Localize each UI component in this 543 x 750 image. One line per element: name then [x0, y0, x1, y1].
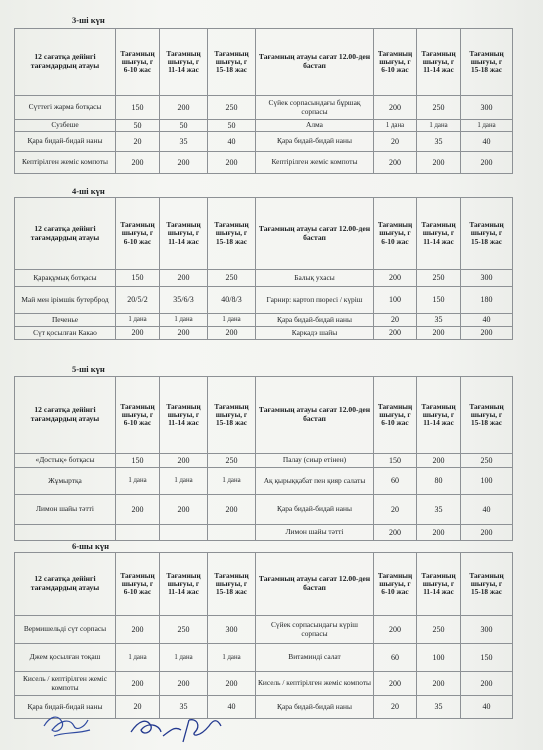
- age-label: 11-14 жас: [423, 236, 454, 246]
- age-label: 6-10 жас: [381, 418, 409, 428]
- portion-value: 50: [160, 120, 208, 132]
- header-yield: [417, 553, 461, 616]
- portion-value: 200: [461, 672, 513, 696]
- dish-name: Жұмыртқа: [15, 468, 116, 495]
- yield-label: Тағамның шығуы, г: [421, 220, 456, 238]
- dish-name: Витаминді салат: [256, 644, 374, 672]
- portion-value: 50: [208, 120, 256, 132]
- dish-name: Қара бидай-бидай наны: [256, 314, 374, 327]
- table-row: [15, 270, 513, 287]
- portion-value: 20: [374, 495, 417, 525]
- day-title: 5-ші күн: [72, 364, 105, 374]
- header-yield: [461, 553, 513, 616]
- portion-value: 250: [208, 270, 256, 287]
- yield-label: Тағамның шығуы, г: [214, 48, 249, 66]
- portion-value: 200: [417, 672, 461, 696]
- dish-name: Вермишельді сүт сорпасы: [15, 616, 116, 644]
- portion-value: 200: [374, 672, 417, 696]
- portion-value: 40: [208, 132, 256, 152]
- yield-label: Тағамның шығуы, г: [469, 570, 504, 588]
- age-label: 6-10 жас: [123, 236, 152, 246]
- header-yield: [160, 29, 208, 96]
- dish-name: Сүйек сорпасындағы бұршақ сорпасы: [256, 96, 374, 120]
- yield-label: Тағамның шығуы, г: [214, 220, 249, 238]
- portion-value: 300: [461, 96, 513, 120]
- yield-label: Тағамның шығуы, г: [421, 570, 456, 588]
- dish-name: Қара бидай-бидай наны: [256, 495, 374, 525]
- table-row: [15, 132, 513, 152]
- age-label: 11-14 жас: [423, 587, 454, 597]
- portion-value: 35: [160, 132, 208, 152]
- dish-name: Қара бидай-бидай наны: [15, 132, 116, 152]
- header-lunch-name: 12 сағатқа дейінгі тағамдардың атауы: [15, 29, 116, 96]
- header-yield: [208, 198, 256, 270]
- yield-label: Тағамның шығуы, г: [214, 401, 249, 419]
- age-label: 11-14 жас: [168, 418, 199, 428]
- portion-value: 200: [116, 616, 160, 644]
- portion-value: 1 дана: [374, 120, 417, 132]
- portion-value: 1 дана: [160, 468, 208, 495]
- portion-value: 50: [116, 120, 160, 132]
- age-label: 6-10 жас: [381, 587, 409, 597]
- dish-name: Сүттегі жарма ботқасы: [15, 96, 116, 120]
- portion-value: 40: [461, 696, 513, 719]
- table-row: [15, 672, 513, 696]
- age-label: 15-18 жас: [215, 418, 248, 428]
- header-yield: [116, 553, 160, 616]
- header-yield: [160, 377, 208, 454]
- age-label: 11-14 жас: [168, 587, 199, 597]
- portion-value: 250: [417, 270, 461, 287]
- portion-value: 200: [160, 96, 208, 120]
- yield-label: Тағамның шығуы, г: [120, 570, 155, 588]
- age-label: 15-18 жас: [215, 587, 248, 597]
- dish-name: Қара бидай-бидай наны: [256, 132, 374, 152]
- table-row: [15, 96, 513, 120]
- portion-value: 200: [160, 672, 208, 696]
- portion-value: 150: [116, 454, 160, 468]
- age-label: 15-18 жас: [215, 65, 248, 75]
- dish-name: Балық ухасы: [256, 270, 374, 287]
- portion-value: 40: [208, 696, 256, 719]
- portion-value: 1 дана: [208, 468, 256, 495]
- portion-value: 300: [461, 616, 513, 644]
- portion-value: 100: [374, 287, 417, 314]
- menu-table-day5: [14, 376, 513, 541]
- table-row: [15, 454, 513, 468]
- header-yield: [116, 377, 160, 454]
- portion-value: 150: [374, 454, 417, 468]
- header-yield: [160, 198, 208, 270]
- portion-value: 20: [116, 132, 160, 152]
- portion-value: 250: [461, 454, 513, 468]
- age-label: 11-14 жас: [168, 236, 199, 246]
- portion-value: 200: [116, 495, 160, 525]
- yield-label: Тағамның шығуы, г: [377, 401, 413, 419]
- day-title: 4-ші күн: [72, 186, 105, 196]
- portion-value: 80: [417, 468, 461, 495]
- age-label: 6-10 жас: [123, 418, 152, 428]
- yield-label: Тағамның шығуы, г: [166, 220, 201, 238]
- portion-value: 150: [417, 287, 461, 314]
- portion-value: 200: [374, 616, 417, 644]
- portion-value: 250: [417, 616, 461, 644]
- portion-value: 100: [461, 468, 513, 495]
- portion-value: 35: [417, 132, 461, 152]
- portion-value: 150: [116, 270, 160, 287]
- table-row: [15, 468, 513, 495]
- age-label: 15-18 жас: [470, 587, 503, 597]
- portion-value: 35: [417, 696, 461, 719]
- portion-value: 1 дана: [417, 120, 461, 132]
- portion-value: 20/5/2: [116, 287, 160, 314]
- portion-value: 35: [417, 495, 461, 525]
- portion-value: 1 дана: [461, 120, 513, 132]
- header-yield: [208, 553, 256, 616]
- signature-center: [125, 706, 245, 746]
- dish-name: Май мен ірімшік бутерброд: [15, 287, 116, 314]
- portion-value: 60: [374, 644, 417, 672]
- age-label: 11-14 жас: [168, 65, 199, 75]
- portion-value: [208, 525, 256, 541]
- header-yield: [374, 377, 417, 454]
- portion-value: 300: [461, 270, 513, 287]
- portion-value: 200: [374, 327, 417, 340]
- dish-name: Алма: [256, 120, 374, 132]
- header-yield: [461, 377, 513, 454]
- header-yield: [461, 198, 513, 270]
- portion-value: 1 дана: [160, 314, 208, 327]
- portion-value: 200: [160, 495, 208, 525]
- header-yield: [461, 29, 513, 96]
- header-dinner-name: Тағамның атауы сағат 12.00-ден бастап: [256, 553, 374, 616]
- portion-value: 200: [374, 152, 417, 174]
- dish-name: Қара бидай-бидай наны: [15, 696, 116, 719]
- portion-value: 200: [417, 327, 461, 340]
- header-yield: [374, 198, 417, 270]
- dish-name: Кептірілген жеміс компоты: [15, 152, 116, 174]
- age-label: 15-18 жас: [215, 236, 248, 246]
- header-yield: [208, 29, 256, 96]
- dish-name: Лимон шайы тәтті: [256, 525, 374, 541]
- yield-label: Тағамның шығуы, г: [166, 48, 201, 66]
- portion-value: 1 дана: [208, 314, 256, 327]
- header-dinner-name: Тағамның атауы сағат 12.00-ден бастап: [256, 377, 374, 454]
- yield-label: Тағамның шығуы, г: [377, 220, 413, 238]
- dish-name: Лимон шайы тәтті: [15, 495, 116, 525]
- portion-value: 20: [374, 132, 417, 152]
- header-yield: [116, 198, 160, 270]
- portion-value: 40: [461, 314, 513, 327]
- portion-value: 200: [417, 454, 461, 468]
- dish-name: Ақ қырыққабат пен қияр салаты: [256, 468, 374, 495]
- dish-name: Каркадэ шайы: [256, 327, 374, 340]
- dish-name: «Достық» ботқасы: [15, 454, 116, 468]
- portion-value: 200: [374, 270, 417, 287]
- table-row: [15, 314, 513, 327]
- portion-value: 300: [208, 616, 256, 644]
- portion-value: 35: [160, 696, 208, 719]
- yield-label: Тағамның шығуы, г: [214, 570, 249, 588]
- age-label: 11-14 жас: [423, 418, 454, 428]
- portion-value: 200: [116, 672, 160, 696]
- portion-value: 200: [417, 152, 461, 174]
- dish-name: Сузбеше: [15, 120, 116, 132]
- portion-value: [116, 525, 160, 541]
- signature-left: [40, 706, 100, 742]
- table-row: [15, 287, 513, 314]
- dish-name: Кисель / кептірілген жеміс компоты: [15, 672, 116, 696]
- portion-value: 200: [160, 327, 208, 340]
- portion-value: 200: [461, 152, 513, 174]
- portion-value: 200: [461, 327, 513, 340]
- dish-name: Гарнир: картоп пюресі / күріш: [256, 287, 374, 314]
- header-lunch-name: 12 сағатқа дейінгі тағамдардың атауы: [15, 198, 116, 270]
- portion-value: 180: [461, 287, 513, 314]
- portion-value: 35/6/3: [160, 287, 208, 314]
- header-yield: [208, 377, 256, 454]
- yield-label: Тағамның шығуы, г: [377, 570, 413, 588]
- dish-name: Печенье: [15, 314, 116, 327]
- portion-value: 100: [417, 644, 461, 672]
- dish-name: [15, 525, 116, 541]
- yield-label: Тағамның шығуы, г: [469, 48, 504, 66]
- menu-table-day4: [14, 197, 513, 340]
- yield-label: Тағамның шығуы, г: [469, 401, 504, 419]
- portion-value: 200: [116, 327, 160, 340]
- portion-value: 200: [208, 672, 256, 696]
- header-dinner-name: Тағамның атауы сағат 12.00-ден бастап: [256, 198, 374, 270]
- dish-name: Кисель / кептірілген жеміс компоты: [256, 672, 374, 696]
- age-label: 15-18 жас: [470, 236, 503, 246]
- yield-label: Тағамның шығуы, г: [469, 220, 504, 238]
- portion-value: 1 дана: [116, 468, 160, 495]
- age-label: 6-10 жас: [123, 587, 152, 597]
- portion-value: 200: [116, 152, 160, 174]
- yield-label: Тағамның шығуы, г: [166, 570, 201, 588]
- age-label: 11-14 жас: [423, 65, 454, 75]
- age-label: 6-10 жас: [123, 65, 152, 75]
- portion-value: 200: [160, 152, 208, 174]
- yield-label: Тағамның шығуы, г: [120, 401, 155, 419]
- portion-value: 40: [461, 132, 513, 152]
- portion-value: 35: [417, 314, 461, 327]
- portion-value: 20: [374, 314, 417, 327]
- menu-table-day6: [14, 552, 513, 719]
- dish-name: Сүйек сорпасындағы күріш сорпасы: [256, 616, 374, 644]
- age-label: 15-18 жас: [470, 418, 503, 428]
- portion-value: 60: [374, 468, 417, 495]
- yield-label: Тағамның шығуы, г: [120, 220, 155, 238]
- portion-value: 1 дана: [116, 644, 160, 672]
- header-lunch-name: 12 сағатқа дейінгі тағамдардың атауы: [15, 377, 116, 454]
- portion-value: 200: [417, 525, 461, 541]
- header-lunch-name: 12 сағатқа дейінгі тағамдардың атауы: [15, 553, 116, 616]
- dish-name: Қара бидай-бидай наны: [256, 696, 374, 719]
- portion-value: 200: [160, 454, 208, 468]
- header-yield: [160, 553, 208, 616]
- dish-name: Палау (сиыр етінен): [256, 454, 374, 468]
- age-label: 6-10 жас: [381, 65, 409, 75]
- yield-label: Тағамның шығуы, г: [377, 48, 413, 66]
- table-row: [15, 327, 513, 340]
- table-row: [15, 644, 513, 672]
- menu-table-day3: [14, 28, 513, 174]
- yield-label: Тағамның шығуы, г: [166, 401, 201, 419]
- portion-value: 200: [374, 525, 417, 541]
- age-label: 15-18 жас: [470, 65, 503, 75]
- table-row: [15, 616, 513, 644]
- table-row: [15, 525, 513, 541]
- header-yield: [417, 29, 461, 96]
- portion-value: 200: [208, 327, 256, 340]
- portion-value: 200: [208, 152, 256, 174]
- portion-value: 150: [116, 96, 160, 120]
- header-yield: [374, 553, 417, 616]
- portion-value: 20: [116, 696, 160, 719]
- header-yield: [417, 377, 461, 454]
- header-dinner-name: Тағамның атауы сағат 12.00-ден бастап: [256, 29, 374, 96]
- portion-value: 200: [160, 270, 208, 287]
- portion-value: 200: [208, 495, 256, 525]
- age-label: 6-10 жас: [381, 236, 409, 246]
- header-yield: [374, 29, 417, 96]
- dish-name: Қарақұмық ботқасы: [15, 270, 116, 287]
- dish-name: Кептірілген жеміс компоты: [256, 152, 374, 174]
- portion-value: 200: [461, 525, 513, 541]
- portion-value: 1 дана: [208, 644, 256, 672]
- portion-value: 40: [461, 495, 513, 525]
- yield-label: Тағамның шығуы, г: [421, 401, 456, 419]
- day-title: 3-ші күн: [72, 15, 105, 25]
- day-title: 6-шы күн: [72, 541, 110, 551]
- header-yield: [116, 29, 160, 96]
- portion-value: 250: [208, 96, 256, 120]
- portion-value: 40/8/3: [208, 287, 256, 314]
- portion-value: 200: [374, 96, 417, 120]
- portion-value: [160, 525, 208, 541]
- portion-value: 20: [374, 696, 417, 719]
- portion-value: 1 дана: [116, 314, 160, 327]
- portion-value: 1 дана: [160, 644, 208, 672]
- yield-label: Тағамның шығуы, г: [421, 48, 456, 66]
- dish-name: Джем қосылған тоқаш: [15, 644, 116, 672]
- header-yield: [417, 198, 461, 270]
- portion-value: 250: [208, 454, 256, 468]
- table-row: [15, 495, 513, 525]
- yield-label: Тағамның шығуы, г: [120, 48, 155, 66]
- table-row: [15, 152, 513, 174]
- portion-value: 250: [160, 616, 208, 644]
- table-row: [15, 120, 513, 132]
- dish-name: Сүт қосылған Какао: [15, 327, 116, 340]
- portion-value: 150: [461, 644, 513, 672]
- portion-value: 250: [417, 96, 461, 120]
